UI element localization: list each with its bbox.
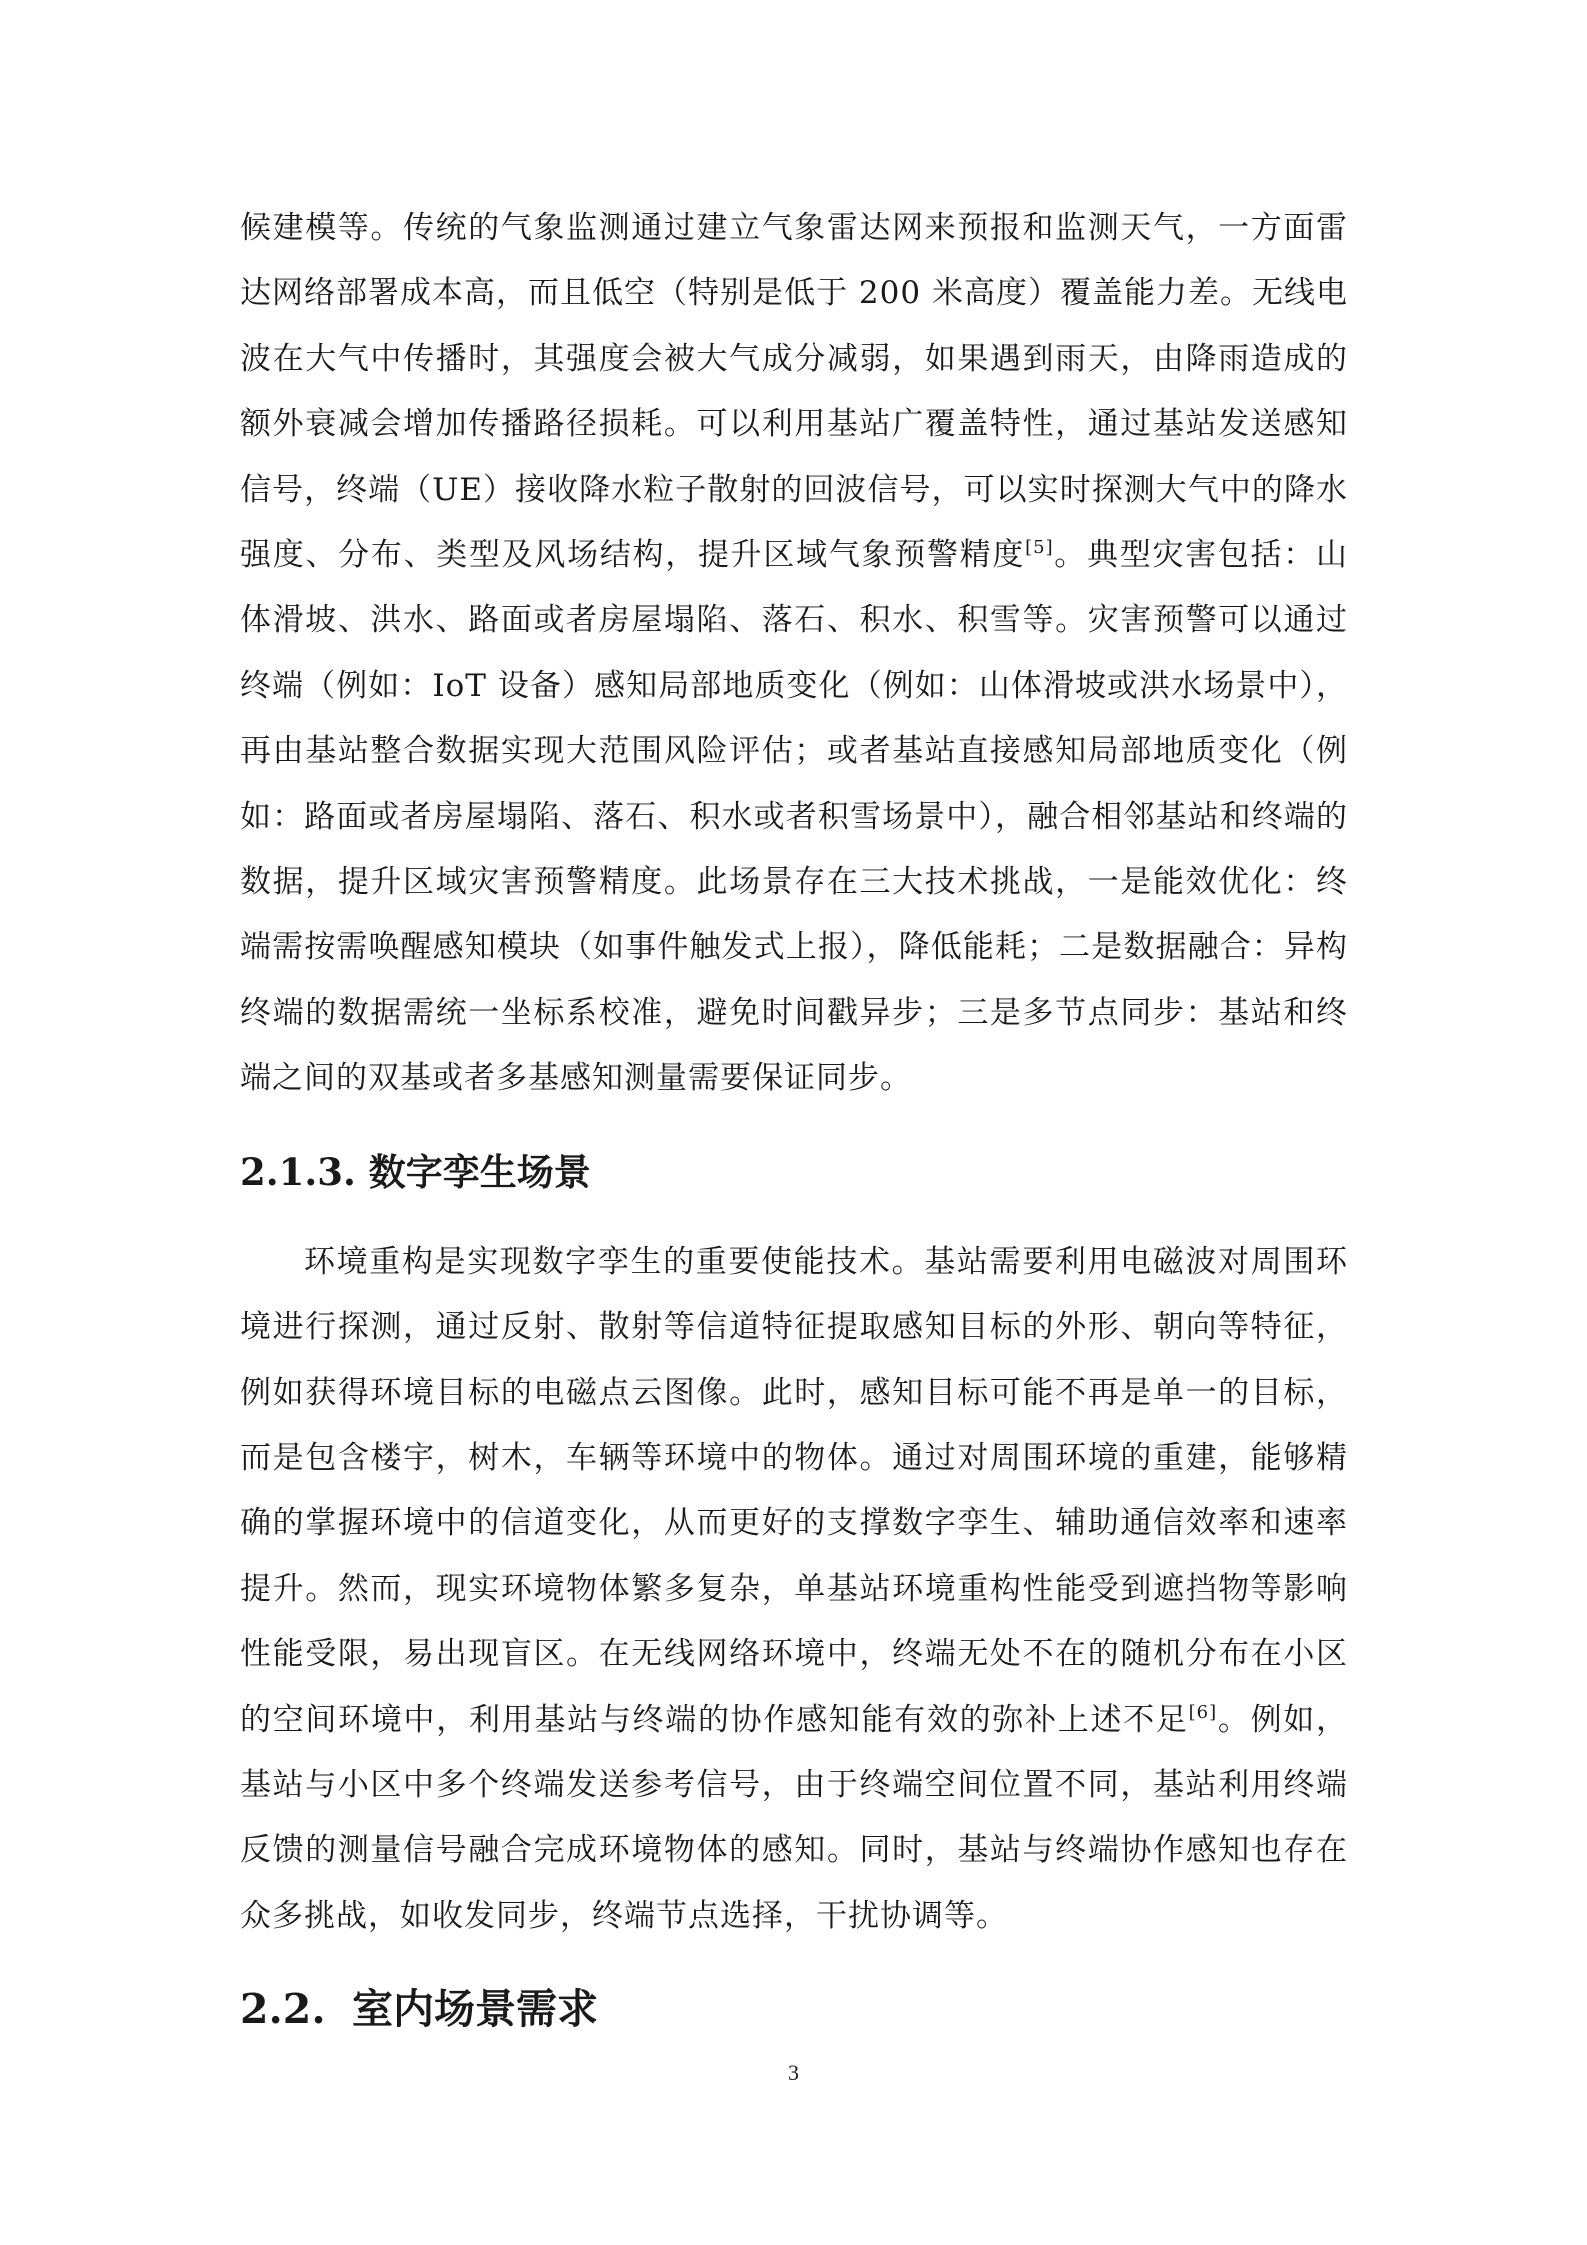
section-heading-2-1-3: 2.1.3. 数字孪生场景	[240, 1149, 591, 1194]
section-heading-2-2	[240, 1979, 1348, 2039]
paragraph-text: 候建模等。传统的气象监测通过建立气象雷达网来预报和监测天气，一方面雷达网络部署成本高，而且低空（特别是低于 200 米高度）覆盖能力差。无线电波在大气中传播时，其强度会被大气成分减弱，如果遇到雨天，由降雨造成的额外衰减会增加传播路径损耗。可以利用基站广覆盖特性，通过基站发送感知信号，终端（UE）接收降水粒子散射的回波信号，可以实时探测大气中的降水强度、分布、类型及风场结构，提升区域气象预警精度	[240, 210, 1348, 574]
paragraph-text: 环境重构是实现数字孪生的重要使能技术。基站需要利用电磁波对周围环境进行探测，通过反射、散射等信道特征提取感知目标的外形、朝向等特征，例如获得环境目标的电磁点云图像。此时，感知目标可能不再是单一的目标，而是包含楼宇，树木，车辆等环境中的物体。通过对周围环境的重建，能够精确的掌握环境中的信道变化，从而更好的支撑数字孪生、辅助通信效率和速率提升。然而，现实环境物体繁多复杂，单基站环境重构性能受到遮挡物等影响性能受限，易出现盲区。在无线网络环境中，终端无处不在的随机分布在小区的空间环境中，利用基站与终端的协作感知能有效的弥补上述不足	[240, 1243, 1348, 1738]
body-paragraph-weather-disaster	[240, 196, 1348, 1112]
paragraph-text-continued: 。例如，基站与小区中多个终端发送参考信号，由于终端空间位置不同，基站利用终端反馈的测量信号融合完成环境物体的感知。同时，基站与终端协作感知也存在众多挑战，如收发同步，终端节点选择，干扰协调等。	[240, 1701, 1349, 1934]
page-content	[240, 196, 1348, 2039]
paragraph-text-continued: 。典型灾害包括：山体滑坡、洪水、路面或者房屋塌陷、落石、积水、积雪等。灾害预警可以通过终端（例如：IoT 设备）感知局部地质变化（例如：山体滑坡或洪水场景中），再由基站整合数据实现大范围风险评估；或者基站直接感知局部地质变化（例如：路面或者房屋塌陷、落石、积水或者积雪场景中），融合相邻基站和终端的数据，提升区域灾害预警精度。此场景存在三大技术挑战，一是能效优化：终端需按需唤醒感知模块（如事件触发式上报），降低能耗；二是数据融合：异构终端的数据需统一坐标系校准，避免时间戳异步；三是多节点同步：基站和终端之间的双基或者多基感知测量需要保证同步。	[240, 537, 1349, 1097]
citation-ref: [5]	[1025, 537, 1054, 559]
page-number: 3	[788, 2060, 799, 2085]
citation-ref: [6]	[1188, 1701, 1218, 1723]
section-number: 2.2.	[240, 1985, 326, 2034]
body-paragraph-digital-twin	[240, 1230, 1348, 1949]
section-title: 室内场景需求	[352, 1985, 598, 2034]
